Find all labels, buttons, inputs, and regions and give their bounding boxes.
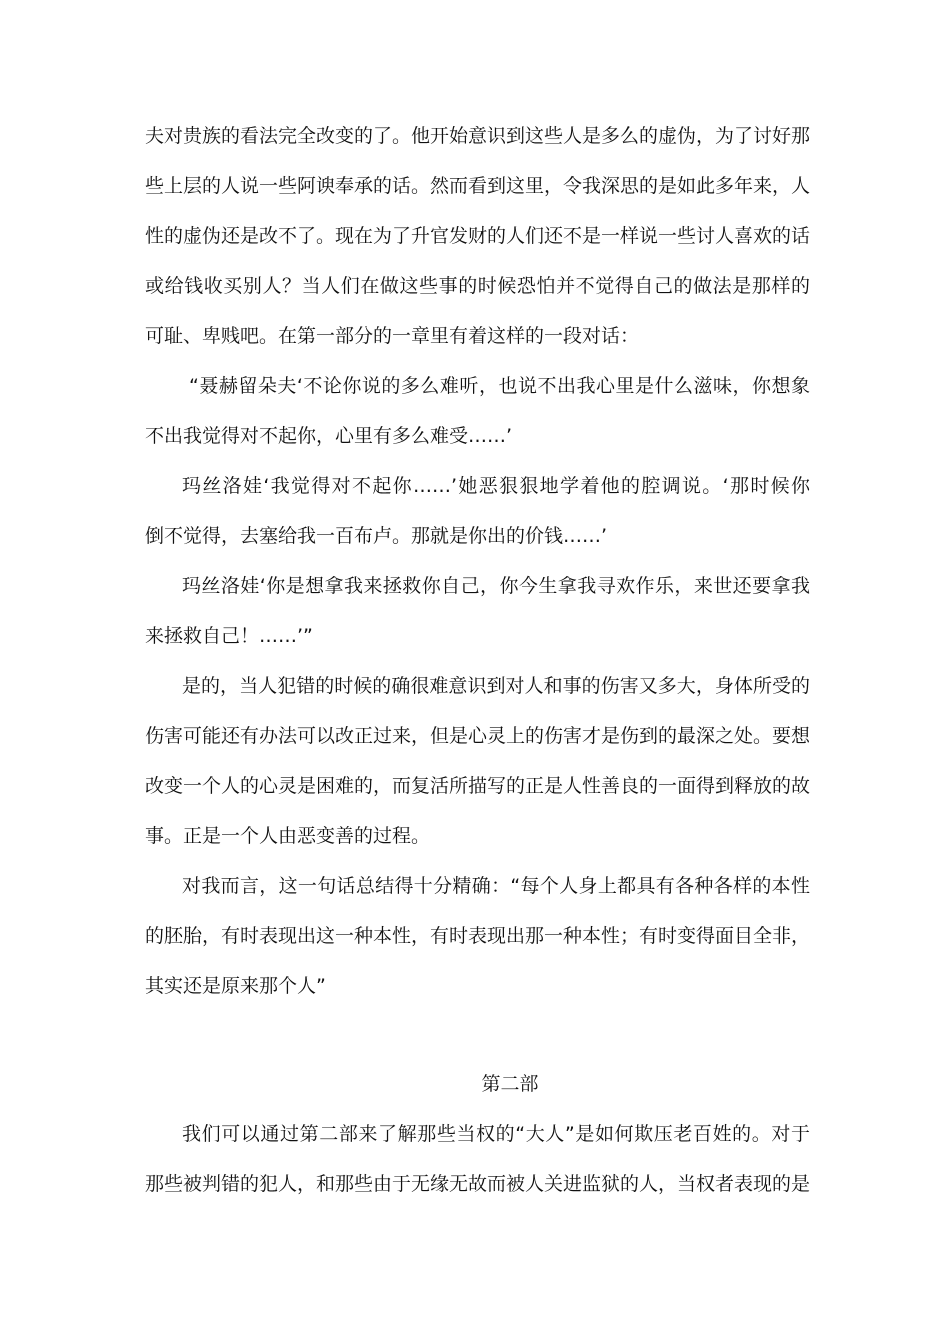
text-line: 改变一个人的心灵是困难的，而复活所描写的正是人性善良的一面得到释放的故	[145, 775, 811, 797]
text-line: 夫对贵族的看法完全改变的了。他开始意识到这些人是多么的虚伪，为了讨好那	[145, 125, 811, 147]
text-line: 我们可以通过第二部来了解那些当权的“大人”是如何欺压老百姓的。对于	[182, 1123, 810, 1145]
quote-line: 来拯救自己！……’”	[145, 625, 313, 647]
text-line: 那些被判错的犯人，和那些由于无缘无故而被人关进监狱的人，当权者表现的是	[145, 1173, 811, 1195]
text-line: 性的虚伪还是改不了。现在为了升官发财的人们还不是一样说一些讨人喜欢的话	[145, 225, 811, 247]
text-line: 其实还是原来那个人”	[145, 975, 326, 997]
quote-line: 倒不觉得，去塞给我一百布卢。那就是你出的价钱……’	[145, 525, 608, 547]
text-line: 些上层的人说一些阿谀奉承的话。然而看到这里，令我深思的是如此多年来，人	[145, 175, 811, 197]
quote-line: 玛丝洛娃‘你是想拿我来拯救你自己，你今生拿我寻欢作乐，来世还要拿我	[182, 575, 810, 597]
text-line: 的胚胎，有时表现出这一种本性，有时表现出那一种本性；有时变得面目全非，	[145, 925, 811, 947]
text-line: 伤害可能还有办法可以改正过来，但是心灵上的伤害才是伤到的最深之处。要想	[145, 725, 811, 747]
text-line: 可耻、卑贱吧。在第一部分的一章里有着这样的一段对话：	[145, 325, 640, 347]
quote-line: 玛丝洛娃‘我觉得对不起你……’她恶狠狠地学着他的腔调说。‘那时候你	[182, 475, 810, 497]
text-line: 事。正是一个人由恶变善的过程。	[145, 825, 431, 847]
quote-line: 不出我觉得对不起你，心里有多么难受……’	[145, 425, 513, 447]
quote-line: “聂赫留朵夫‘不论你说的多么难听，也说不出我心里是什么滋味，你想象	[189, 375, 810, 397]
text-line: 对我而言，这一句话总结得十分精确：“每个人身上都具有各种各样的本性	[182, 875, 810, 897]
section-heading: 第二部	[481, 1073, 539, 1095]
text-line: 是的，当人犯错的时候的确很难意识到对人和事的伤害又多大，身体所受的	[182, 675, 810, 697]
text-line: 或给钱收买别人？当人们在做这些事的时候恐怕并不觉得自己的做法是那样的	[145, 275, 810, 297]
